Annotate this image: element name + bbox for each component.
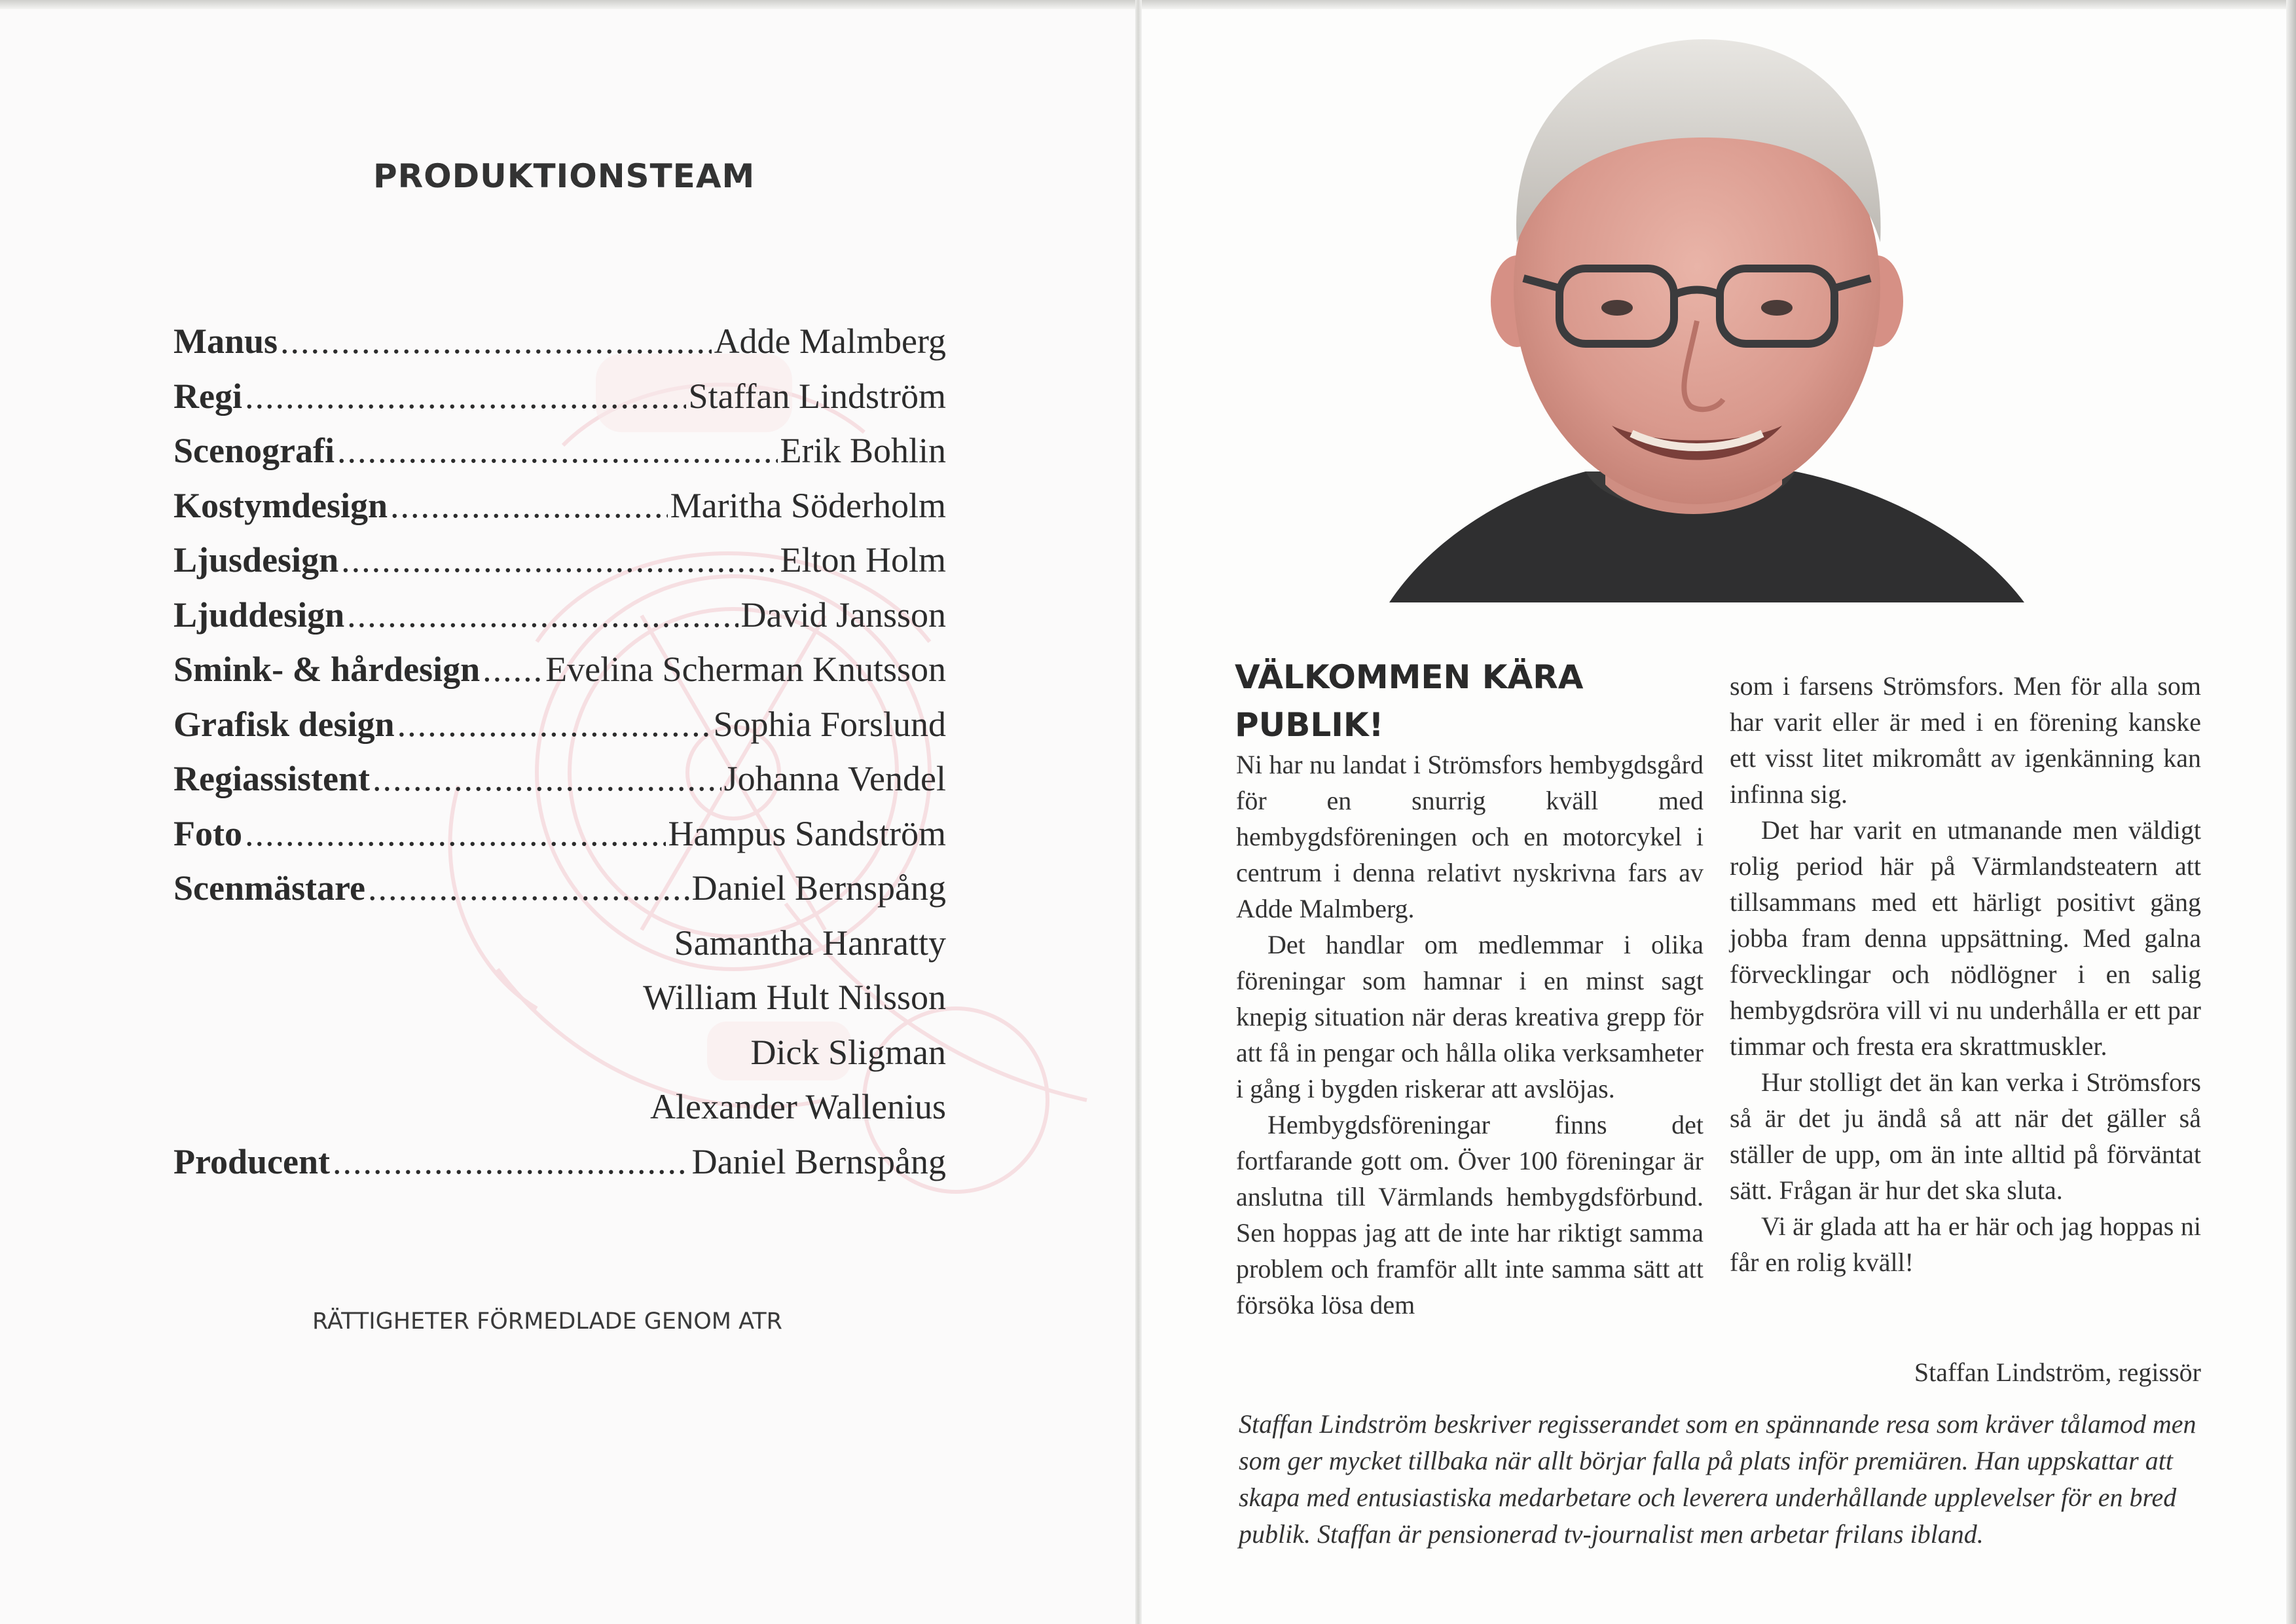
credit-role: Scenografi: [173, 431, 335, 470]
scan-right-edge: [2286, 0, 2296, 1624]
credit-name: Johanna Vendel: [723, 759, 946, 798]
credit-row-extra: [173, 977, 946, 1032]
dot-leader: [397, 704, 711, 745]
left-page: [0, 0, 1139, 1624]
credit-row: [173, 649, 946, 704]
dot-leader: [341, 540, 777, 580]
credit-name: Samantha Hanratty: [674, 923, 946, 963]
credit-role: Grafisk design: [173, 704, 395, 744]
credit-name: Maritha Söderholm: [670, 485, 946, 525]
credit-row: [173, 595, 946, 650]
welcome-heading-line1: VÄLKOMMEN KÄRA: [1235, 658, 1584, 696]
credit-role: Ljusdesign: [173, 540, 339, 580]
credit-name: Elton Holm: [780, 540, 946, 580]
paragraph: Det handlar om medlemmar i olika föreningar som hamnar i en minst sagt knepig situation när deras kreativa grepp för att få in pengar och hålla olika verksamheter i gång i bygden riskerar att avslöjas.: [1236, 930, 1704, 1103]
dot-leader: [483, 649, 543, 690]
rights-notice: RÄTTIGHETER FÖRMEDLADE GENOM ATR: [312, 1308, 782, 1335]
credit-row: [173, 758, 946, 813]
credit-name: David Jansson: [740, 595, 946, 635]
scan-top-edge: [0, 0, 2296, 9]
credit-name: Hampus Sandström: [668, 813, 946, 853]
credit-role: Manus: [173, 322, 278, 361]
paragraph: Ni har nu landat i Strömsfors hembygdsgård för en snurrig kväll med hembygdsföreningen och en motorcykel i centrum i denna relativt nyskrivna fars av Adde Malmberg.: [1236, 750, 1704, 923]
credit-row: [173, 430, 946, 485]
welcome-text-column-1: [1236, 747, 1704, 1323]
credits-list: [173, 321, 946, 1196]
page-fold: [1135, 0, 1142, 1624]
credit-role: Scenmästare: [173, 868, 365, 908]
dot-leader: [337, 430, 778, 471]
dot-leader: [368, 868, 689, 908]
paragraph: Hembygdsföreningar finns det fortfarande gott om. Över 100 föreningar är anslutna till Värmlands hembygdsförbund. Sen hoppas jag att de inte har riktigt samma problem och framför allt inte samma sätt att försöka lösa dem: [1236, 1110, 1704, 1320]
credit-row: [173, 321, 946, 376]
credit-name: Daniel Bernspång: [691, 1141, 946, 1181]
credit-role: Regiassistent: [173, 759, 370, 798]
portrait-photo: [1219, 26, 2168, 602]
credit-role: Smink- & hårdesign: [173, 650, 481, 689]
dot-leader: [373, 758, 721, 799]
director-bio: Staffan Lindström beskriver regisserandet som en spännande resa som kräver tålamod men som ger mycket tillbaka när allt börjar falla på plats inför premiären. Han uppskattar att skapa med entusiastiska medarbetare och leverera underhållande upplevelser för en bred publik. Staffan är pensionerad tv-journalist men arbetar frilans ibland.: [1239, 1409, 2196, 1549]
welcome-heading-line2: PUBLIK!: [1235, 706, 1384, 744]
credit-name: Daniel Bernspång: [691, 868, 946, 908]
production-team-heading: PRODUKTIONSTEAM: [373, 157, 756, 195]
credit-name: Adde Malmberg: [714, 322, 946, 361]
welcome-text-column-2: [1730, 668, 2201, 1280]
credit-name: Staffan Lindström: [688, 376, 946, 416]
dot-leader: [333, 1141, 689, 1182]
credit-row-extra: [173, 1086, 946, 1141]
signature: Staffan Lindström, regissör: [1914, 1357, 2201, 1387]
credit-role: Producent: [173, 1141, 330, 1181]
credit-role: Regi: [173, 376, 242, 416]
credit-row-extra: [173, 1032, 946, 1087]
credit-row: [173, 376, 946, 431]
credit-name: Alexander Wallenius: [649, 1087, 946, 1126]
welcome-heading: [1235, 654, 1641, 749]
paragraph: Hur stolligt det än kan verka i Strömsfors så är det ju ändå så att när det gäller så ställer de upp, om än inte alltid på förväntat sätt. Frågan är hur det ska sluta.: [1730, 1067, 2201, 1205]
credit-name: Sophia Forslund: [713, 704, 946, 744]
credit-name: William Hult Nilsson: [643, 978, 946, 1017]
paragraph: som i farsens Strömsfors. Men för alla som har varit eller är med i en förening kanske ett visst litet mikromått av igenkänning kan infinna sig.: [1730, 671, 2201, 809]
credit-name: Evelina Scherman Knutsson: [545, 650, 946, 689]
credit-row-extra: [173, 923, 946, 978]
credit-name: Dick Sligman: [750, 1032, 946, 1072]
dot-leader: [245, 376, 686, 416]
credit-role: Foto: [173, 813, 242, 853]
dot-leader: [245, 813, 666, 854]
dot-leader: [347, 595, 738, 635]
credit-row: [173, 485, 946, 540]
paragraph: Det har varit en utmanande men väldigt rolig period här på Värmlandsteatern att tillsammans med ett härligt positivt gäng jobba fram denna uppsättning. Med galna förvecklingar och nödlögner i en salig hembygdsröra vill vi nu underhålla er ett par timmar och fresta era skrattmuskler.: [1730, 815, 2201, 1061]
credit-row: [173, 813, 946, 868]
credit-row: [173, 868, 946, 923]
credit-row: [173, 704, 946, 759]
paragraph: Vi är glada att ha er här och jag hoppas ni får en rolig kväll!: [1730, 1211, 2201, 1277]
credit-row: [173, 540, 946, 595]
dot-leader: [280, 321, 712, 361]
credit-role: Kostymdesign: [173, 485, 388, 525]
credit-name: Erik Bohlin: [780, 431, 946, 470]
credit-role: Ljuddesign: [173, 595, 345, 635]
dot-leader: [390, 485, 668, 526]
credit-row-producent: [173, 1141, 946, 1196]
